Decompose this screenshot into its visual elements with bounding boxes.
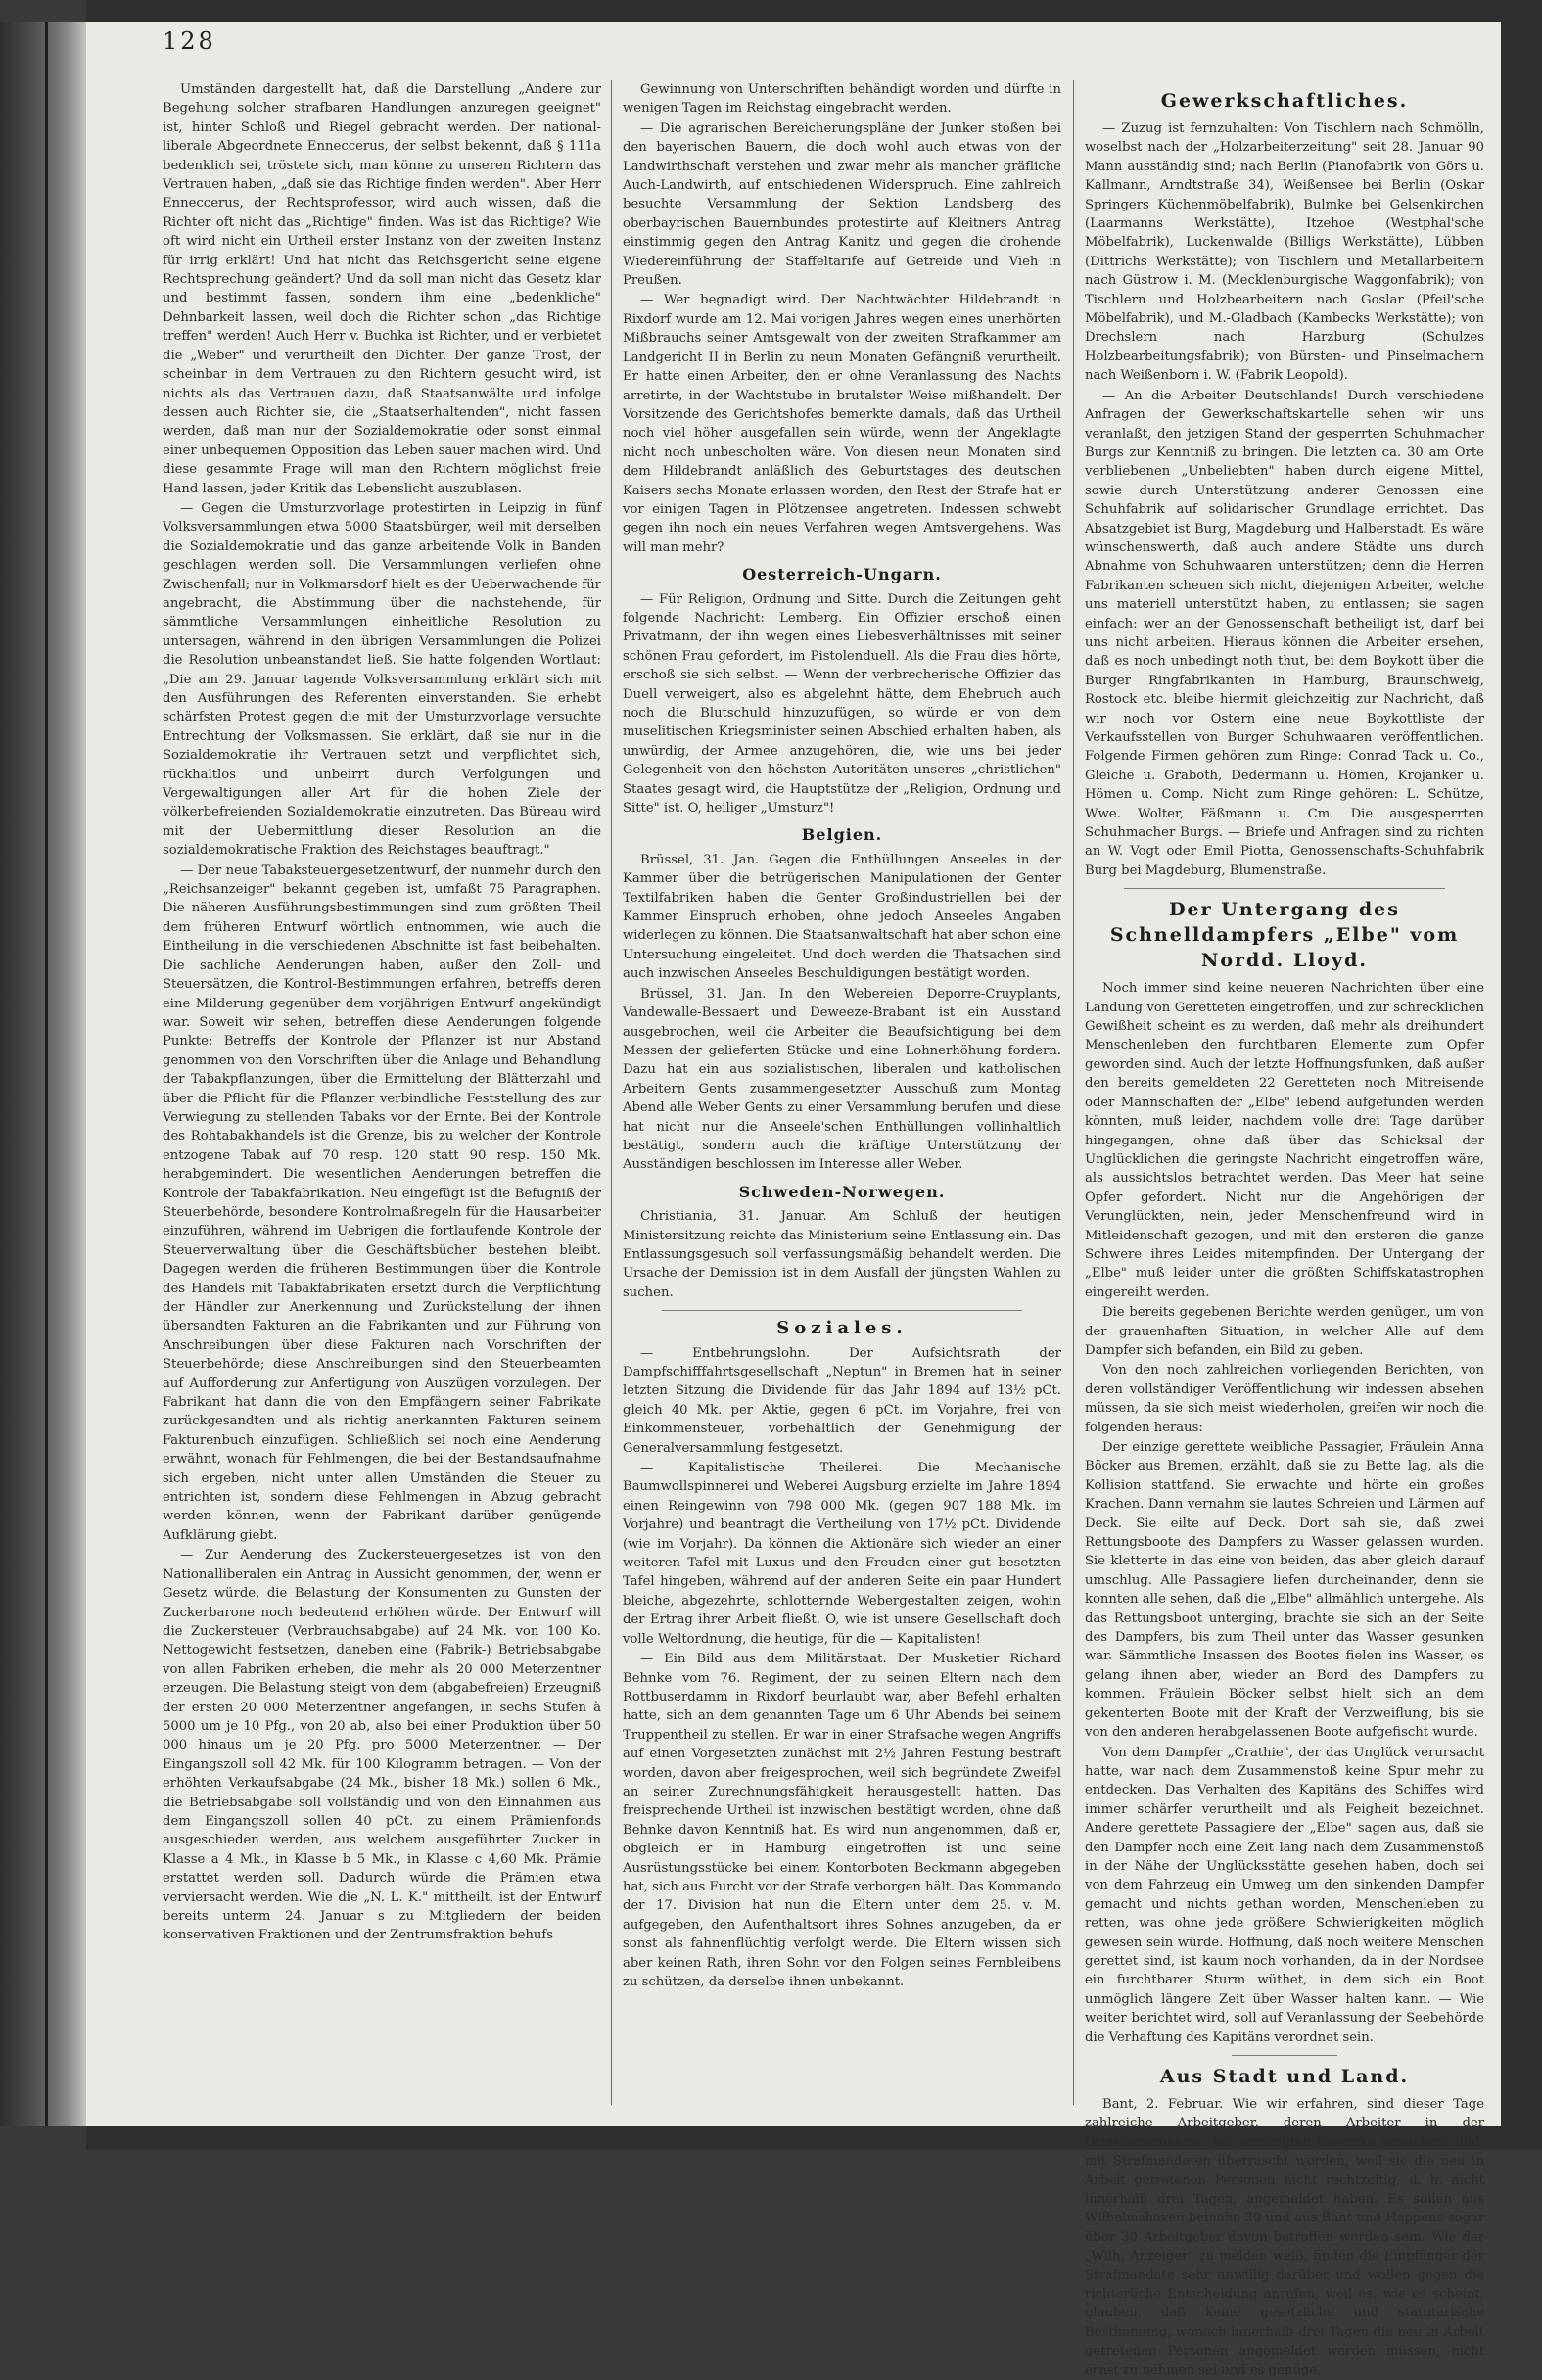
scan-right-edge: [1501, 0, 1542, 2150]
section-divider: [1232, 2055, 1337, 2056]
paragraph: Brüssel, 31. Jan. Gegen die Enthüllungen Anseeles in der Kammer über die betrügerischen Manipulationen der Genter Textilfabriken haben die Genter Großindustriellen bei der Kammer Einspruch erhoben, ohne jedoch Anseeles Angaben widerlegen zu können. Die Staatsanwaltschaft hat aber schon eine Untersuchung eingeleitet. Und doch werden die Thatsachen sind auch inzwischen Anseeles Beschuldigungen bestätigt worden.: [623, 852, 1061, 982]
paragraph: — Kapitalistische Theilerei. Die Mechanische Baumwollspinnerei und Weberei Augsburg erzielte im Jahre 1894 einen Reingewinn von 798 000 Mk. (gegen 907 188 Mk. im Vorjahre) und beantragt die Vertheilung von 17½ pCt. Dividende (wie im Vorjahr). Da können die Aktionäre sich wieder an einer weiteren Tafel mit Luxus und den Freuden einer gut besetzten Tafel hingeben, während auf der anderen Seite ein paar Hundert bleiche, abgezehrte, schlotternde Webergestalten zeigen, wohin der Ertrag ihrer Arbeit fließt. O, wie ist unsere Gesellschaft doch volle Weltordnung, die heutige, für die — Kapitalisten!: [623, 1461, 1061, 1647]
section-heading-sweden: Schweden-Norwegen.: [738, 1182, 946, 1201]
paragraph: Brüssel, 31. Jan. In den Webereien Deporre-Cruyplants, Vandewalle-Bessaert und Deweeze-Brabant ist ein Ausstand ausgebrochen, weil die Arbeiter die Beaufsichtigung bei dem Messen der gelieferten Stücke und eine Lohnerhöhung fordern. Dazu hat ein aus sozialistischen, liberalen und katholischen Arbeitern Gents zusammengesetzter Ausschuß zum Montag Abend alle Weber Gents zu einer Versammlung berufen und diese hat nicht nur die Anseele'schen Enthüllungen vollinhaltlich bestätigt, sondern auch die kräftige Unterstützung der Ausständigen beschlossen im Interesse aller Weber.: [623, 986, 1061, 1173]
newspaper-page: [86, 22, 1501, 2378]
section-divider: [1124, 888, 1445, 889]
paragraph: Die bereits gegebenen Berichte werden genügen, um von der grauenhaften Situation, in welcher Alle auf dem Dampfer sich befanden, ein Bild zu geben.: [1085, 1305, 1484, 1358]
section-heading-unions: Gewerkschaftliches.: [1160, 90, 1409, 112]
paragraph: Bant, 2. Februar. Wie wir erfahren, sind dieser Tage zahlreiche Arbeitgeber, deren Arbeiter in der Ortskrankenkasse der vereinigten Gewerke versichert sind, mit Strafmandaten überrascht worden, weil sie die neu in Arbeit getretenen Personen nicht rechtzeitig, d. h. nicht innerhalb drei Tagen, angemeldet haben. Es sollen aus Wilhelmshaven beinahe 30 und aus Bant und Heppens sogar über 30 Arbeitgeber davon betroffen worden sein. Wie der „Wilh. Anzeiger" zu melden weiß, finden die Empfänger der Strafmandate sehr unwillig darüber und wollen gegen die richterliche Entscheidung anrufen, weil es, wie es scheint, glauben, daß keine gesetzliche und statutarische Bestimmung, wonach innerhalb drei Tagen die neu in Arbeit getretenen Personen angemeldet werden müssen, nicht ernst zu nehmen sei und es genüge,: [1085, 2097, 1484, 2378]
column-2: [623, 80, 1061, 2105]
paragraph: — Gegen die Umsturzvorlage protestirten in Leipzig in fünf Volksversammlungen etwa 5000 Staatsbürger, weil mit derselben die Sozialdemokratie und das ganze arbeitende Volk in Banden geschlagen werden soll. Die Versammlungen verliefen ohne Zwischenfall; nur in Volkmarsdorf hielt es der Ueberwachende für angebracht, die Abstimmung über die nachstehende, für sämmtliche Versammlungen einheitliche Resolution zu untersagen, während in den übrigen Versammlungen die Polizei die Resolution unbeanstandet ließ. Sie hatte folgenden Wortlaut: „Die am 29. Januar tagende Volksversammlung erklärt sich mit den Ausführungen des Referenten einverstanden. Sie erhebt schärfsten Protest gegen die mit der Umsturzvorlage versuchte Entrechtung der Volksmassen. Sie erklärt, daß sie nur in die Sozialdemokratie ihr Vertrauen setzt und verpflichtet sich, rückhaltlos und unbeirrt durch Verfolgungen und Vergewaltigungen aller Art für die hohen Ziele der völkerbefreienden Sozialdemokratie einzutreten. Das Büreau wird mit der Uebermittlung dieser Resolution an die sozialdemokratische Fraktion des Reichstages beauftragt.": [163, 500, 601, 859]
scan-top-edge: [86, 0, 1501, 22]
book-binding: [0, 22, 86, 2126]
paragraph: — Entbehrungslohn. Der Aufsichtsrath der Dampfschifffahrtsgesellschaft „Neptun" in Bremen hat in seiner letzten Sitzung die Dividende für das Jahr 1894 auf 13½ pCt. gleich 40 Mk. per Aktie, gegen 6 pCt. im Vorjahre, frei von Einkommensteuer, vorbehältlich der Genehmigung der Generalversammlung festgesetzt.: [623, 1345, 1061, 1456]
page-number: 128: [163, 27, 216, 55]
paragraph: Umständen dargestellt hat, daß die Darstellung „Andere zur Begehung solcher strafbaren Handlungen anzuregen geeignet" ist, hinter Schloß und Riegel gebracht werden. Der national-liberale Abgeordnete Enneccerus, der selbst bekennt, daß § 111a bedenklich sei, tröstete sich, man könne zu unseren Richtern das Vertrauen haben, „daß sie das Richtige finden werden". Aber Herr Enneccerus, der Rechtsprofessor, wird auch wissen, daß die Richter oft nicht das „Richtige" finden. Was ist das Richtige? Wie oft wird nicht ein Urtheil erster Instanz von der zweiten Instanz für irrig erklärt! Und hat nicht das Reichsgericht seine eigene Rechtsprechung geändert? Und da soll man nicht das Gesetz klar und bestimmt fassen, sondern ihm eine „bedenkliche" Dehnbarkeit lassen, weil doch die Richter schon „das Richtige treffen" werden! Auch Herr v. Buchka ist Richter, und er verbietet die „Weber" und verurtheilt den Dichter. Der ganze Trost, der scheinbar in dem Vertrauen zu den Richtern gesucht wird, ist nichts als das Vertrauen dazu, daß Staatsanwälte und infolge dessen auch Richter sie, die „Staatserhaltenden", nicht fassen werden, daß man nur der Sozialdemokratie oder sonst einmal einer unbequemen Opposition das Leben sauer machen wird. Und diese gesammte Frage will man den Richtern möglichst freie Hand lassen, jeder Kritik das Lebenslicht auszublasen.: [163, 82, 601, 496]
section-divider: [662, 1310, 1022, 1311]
section-heading-belgium: Belgien.: [801, 825, 883, 845]
paragraph: — Die agrarischen Bereicherungspläne der Junker stoßen bei den bayerischen Bauern, die doch wohl auch etwas von der Landwirthschaft verstehen und zwar mehr als mancher gräfliche Auch-Landwirth, auf entschiedenen Widerspruch. Eine zahlreich besuchte Versammlung der Sektion Landsberg des oberbayrischen Bauernbundes protestirte auf Kleitners Antrag einstimmig gegen den Antrag Kanitz und gegen die drohende Wiedereinführung der Staffeltarife auf Getreide und Vieh in Preußen.: [623, 120, 1061, 289]
paragraph: — Ein Bild aus dem Militärstaat. Der Musketier Richard Behnke vom 76. Regiment, der zu seinen Eltern nach dem Rottbuserdamm in Rixdorf beurlaubt war, aber Befehl erhalten hatte, sich an dem genannten Tage um 6 Uhr Abends bei seinem Truppentheil zu stellen. Er war in einer Strafsache wegen Angriffs auf einen Vorgesetzten zunächst mit 2½ Jahren Festung bestraft worden, davon aber freigesprochen, weil sich begründete Zweifel an seiner Zurechnungsfähigkeit herausgestellt hatten. Das freisprechende Urtheil ist inzwischen bestätigt worden, ohne daß Behnke davon Kenntniß hat. Es wird nun angenommen, daß er, obgleich er in Hamburg eingetroffen ist und seine Ausrüstungsstücke bei einem Kontorboten Beckmann abgegeben hat, sich aus Furcht vor der Strafe verborgen hält. Das Kommando der 17. Division hat nun die Eltern unter dem 25. v. M. aufgegeben, den Aufenthaltsort ihres Sohnes anzugeben, da er sonst als fahnenflüchtig verfolgt werde. Die Eltern wissen sich aber keinen Rath, ihren Sohn vor den Folgen seines Fernbleibens zu schützen, da derselbe ihnen unbekannt.: [623, 1652, 1061, 1989]
paragraph: — An die Arbeiter Deutschlands! Durch verschiedene Anfragen der Gewerkschaftskartelle sehen wir uns veranlaßt, den jetzigen Stand der gesperrten Schuhmacher Burgs zur Kenntniß zu bringen. Die letzten ca. 30 am Orte verbliebenen „Unbeliebten" haben durch eigene Mittel, sowie durch Unterstützung anderer Genossen eine Schuhfabrik auf solidarischer Grundlage errichtet. Das Absatzgebiet ist Burg, Magdeburg und Halberstadt. Es wäre wünschenswerth, daß auch andere Städte uns durch Abnahme von Schuhwaaren unterstützen; denn die Herren Fabrikanten scheuen sich nicht, diejenigen Arbeiter, welche uns materiell unterstützt haben, zu entlassen; sie sagen einfach: wer an der Genossenschaft betheiligt ist, darf bei uns nicht arbeiten. Hieraus können die Arbeiter ersehen, daß es noch unbedingt noth thut, bei dem Boykott über die Burger Ringfabrikanten in Hamburg, Braunschweig, Rostock etc. bleibe hiermit gleichzeitig zur Nachricht, daß wir noch vor Ostern eine neue Boykottliste der Verkaufsstellen von Burger Schuhwaaren veröffentlichen. Folgende Firmen gehören zum Ringe: Conrad Tack u. Co., Gleiche u. Graboth, Dedermann u. Hömen, Krojanker u. Hömen u. Comp. Nicht zum Ringe gehören: L. Schütze, Wwe. Wolter, Fäßmann u. Cm. Die ausgesperrten Schuhmacher Burgs. — Briefe und Anfragen sind zu richten an W. Vogt oder Emil Piotta, Genossenschafts-Schuhfabrik Burg bei Magdeburg, Blumenstraße.: [1085, 388, 1484, 878]
section-heading-local: Aus Stadt und Land.: [1159, 2066, 1410, 2087]
paragraph: Der einzige gerettete weibliche Passagier, Fräulein Anna Böcker aus Bremen, erzählt, daß sie zu Bette lag, als die Kollision stattfand. Sie erwachte und hörte ein großes Krachen. Dann vernahm sie lautes Schreien und Lärmen auf Deck. Sie eilte auf Deck. Dort sah sie, daß zwei Rettungsboote des Dampfers zu Wasser gelassen wurden. Sie kletterte in das eine von beiden, das aber gleich darauf umschlug. Alle Passagiere liefen durcheinander, denn sie konnten alle sehen, daß die „Elbe" allmählich untergehe. Als das Rettungsboot unterging, brachte sie sich an der Seite des Dampfers, bis zum Theil unter das Wasser gesunken war. Sämmtliche Insassen des Bootes fielen ins Wasser, es gelang ihnen aber, wieder an Bord des Dampfers zu kommen. Fräulein Böcker selbst hielt sich an dem gekenterten Boote mit der Kraft der Verzweiflung, bis sie von den anderen herabgelassenen Boote aufgefischt wurde.: [1085, 1440, 1484, 1741]
paragraph: Christiania, 31. Januar. Am Schluß der heutigen Ministersitzung reichte das Ministerium seine Entlassung ein. Das Entlassungsgesuch soll verfassungsmäßig behandelt werden. Die Ursache der Demission ist in dem Ausfall der jüngsten Wahlen zu suchen.: [623, 1209, 1061, 1300]
column-3: [1085, 80, 1484, 2378]
paragraph: — Für Religion, Ordnung und Sitte. Durch die Zeitungen geht folgende Nachricht: Lemberg. Ein Offizier erschoß einen Privatmann, der ihn wegen eines Liebesverhältnisses mit seiner schönen Frau gefordert, im Pistolenduell. Als die Frau dies hörte, erschoß sie sich selbst. — Wenn der verbrecherische Offizier das Duell verweigert, also es abgelehnt hätte, dem Ehebruch auch noch die Blutschuld hinzuzufügen, so würde er von dem muselitischen Kriegsminister seinen Abschied erhalten haben, als unwürdig, der Armee anzugehören, die, wie uns bei jeder Gelegenheit von den höchsten Autoritäten unseres „christlichen" Staates gesagt wird, die Hauptstütze der „Religion, Ordnung und Sitte" ist. O, heiliger „Umsturz"!: [623, 591, 1061, 817]
column-1: [163, 80, 601, 2105]
paragraph: Von den noch zahlreichen vorliegenden Berichten, von deren vollständiger Veröffentlichung wir indessen absehen müssen, da sie sich meist wiederholen, greifen wir noch die folgenden heraus:: [1085, 1363, 1484, 1435]
paragraph: Noch immer sind keine neueren Nachrichten über eine Landung von Geretteten eingetroffen, und zur schrecklichen Gewißheit scheint es zu werden, daß mehr als dreihundert Menschenleben den furchtbaren Elemente zum Opfer geworden sind. Auch der letzte Hoffnungsfunken, daß außer den bereits gemeldeten 22 Geretteten noch Mitreisende oder Mannschaften der „Elbe" lebend aufgefunden werden könnten, muß leider, nachdem volle drei Tage darüber hingegangen, ohne daß über das Schicksal der Unglücklichen die geringste Nachricht eingetroffen wäre, als aussichtslos betrachtet werden. Das Meer hat seine Opfer gefordert. Nicht nur die Angehörigen der Verunglückten, nein, jeder Menschenfreund wird in Mitleidenschaft gezogen, und mit den ersteren die ganze Schwere ihres Leides mitempfinden. Der Untergang der „Elbe" muß leider unter die größten Schiffskatastrophen eingereiht werden.: [1085, 981, 1484, 1300]
paragraph: — Der neue Tabaksteuergesetzentwurf, der nunmehr durch den „Reichsanzeiger" bekannt gegeben ist, umfaßt 75 Paragraphen. Die näheren Ausführungsbestimmungen sind zum größten Theil dem früheren Entwurf wörtlich entnommen, wie auch die Eintheilung in die verschiedenen Abschnitte ist fast beibehalten. Die sachliche Aenderungen haben, außer den Zoll- und Steuersätzen, die Kontrol-Bestimmungen erfahren, betreffs deren eine Milderung gegenüber dem vorjährigen Entwurf angekündigt war. Soweit wir sehen, betreffen diese Aenderungen folgende Punkte: Betreffs der Kontrole der Pflanzer ist nur Abstand genommen von den Vorschriften über die Anlage und Behandlung der Tabakpflanzungen, über die Ermittelung der Blätterzahl und über die Pflicht für die Pflanzer verbindliche Feststellung des zur Verwiegung zu stellenden Tabaks vor der Ernte. Bei der Kontrole des Rohtabakhandels ist die Grenze, bis zu welcher der Kontrole entzogene Tabak auf 70 resp. 120 statt 90 resp. 150 Mk. herabgemindert. Die wesentlichen Aenderungen betreffen die Kontrole der Tabakfabrikation. Neu eingefügt ist die Befugniß der Steuerbehörde, besondere Kontrolmaßregeln für die Hausarbeiter einzuführen, während im Uebrigen die fortlaufende Kontrole der Steuerverwaltung über die Geschäftsbücher bestehen bleibt. Dagegen werden die früheren Bestimmungen über die Kontrole des Handels mit Tabakfabrikaten ersetzt durch die Verpflichtung der Händler zur Anerkennung und Zurückstellung der ihnen übersandten Fakturen an die Fabrikanten und zur Führung von Anschreibungen über diese Fakturen nach Vorschriften der Steuerbehörde; diese Anschreibungen sind den Steuerbeamten auf Aufforderung zur Anfertigung von Auszügen vorzulegen. Der Fabrikant hat dann die von den Empfängern seiner Fabrikate zurückgesandten und als richtig anerkannten Fakturen seinem Fakturenbuch einzufügen. Schließlich sei noch eine Aenderung erwähnt, wonach für Fehlmengen, die bei der Bestandsaufnahme sich ergeben, nicht unter allen Umständen die Steuer zu entrichten ist, sondern diese Fehlmengen in Abzug gebracht werden können, wenn der Fabrikant darüber genügende Aufklärung giebt.: [163, 863, 601, 1543]
section-heading-social: Soziales.: [776, 1318, 908, 1339]
paragraph: — Zur Aenderung des Zuckersteuergesetzes ist von den Nationalliberalen ein Antrag in Aussicht genommen, der, wenn er Gesetz würde, die Belastung der Konsumenten zu Gunsten der Zuckerbarone noch bedeutend erhöhen würde. Der Entwurf will die Zuckersteuer (Verbrauchsabgabe) auf 24 Mk. von 100 Ko. Nettogewicht festsetzen, daneben eine (Fabrik-) Betriebsabgabe von allen Fabriken erheben, die mehr als 20 000 Meterzentner erzeugen. Die Belastung steigt von dem (abgabefreien) Erzeugniß der ersten 20 000 Meterzentner angefangen, in sechs Stufen à 5000 um je 10 Pfg., von 20 ab, also bei einer Produktion über 50 000 hinaus um je 20 Pfg. pro 5000 Meterzentner. — Der Eingangszoll soll 42 Mk. für 100 Kilogramm betragen. — Von der erhöhten Verkaufsabgabe (24 Mk., bisher 18 Mk.) sollen 6 Mk., die Betriebsabgabe soll vollständig und von den Einnahmen aus dem Eingangszoll sollen 40 pCt. zu einem Prämienfonds ausgeschieden werden, aus welchem ausgeführter Zucker in Klasse a 4 Mk., in Klasse b 5 Mk., in Klasse c 4,60 Mk. Prämie erstattet werden soll. Dadurch würde die Prämien etwa verviersacht werden. Wie die „N. L. K." mittheilt, ist der Entwurf bereits unterm 24. Januar s zu Mitgliedern der beiden konservativen Fraktionen und der Zentrumsfraktion behufs: [163, 1548, 601, 1943]
column-rule-1: [611, 80, 612, 2105]
paragraph: Von dem Dampfer „Crathie", der das Unglück verursacht hatte, war nach dem Zusammenstoß keine Spur mehr zu entdecken. Das Verhalten des Kapitäns des Schiffes wird immer schärfer verurtheilt und als Feigheit bezeichnet. Andere gerettete Passagiere der „Elbe" sagen aus, daß sie den Dampfer noch eine Zeit lang nach dem Zusammenstoß in der Nähe der Unglücksstätte gesehen haben, doch sei von dem Fahrzeug ein Umweg um den sinkenden Dampfer gemacht und nichts gethan worden, Menschenleben zu retten, was ohne jede größere Schwierigkeiten möglich gewesen sein würde. Hoffnung, daß noch weitere Menschen gerettet sind, ist kaum noch vorhanden, da in der Nordsee ein furchtbarer Sturm wüthet, in dem sich ein Boot unmöglich längere Zeit über Wasser halten kann. — Wie weiter berichtet wird, soll auf Veranlassung der Seebehörde die Verhaftung des Kapitäns verordnet sein.: [1085, 1745, 1484, 2045]
paragraph: — Zuzug ist fernzuhalten: Von Tischlern nach Schmölln, woselbst nach der „Holzarbeiterzeitung" seit 28. Januar 90 Mann ausständig sind; nach Berlin (Pianofabrik von Görs u. Kallmann, Arndtstraße 34), Weißensee bei Berlin (Oskar Springers Küchenmöbelfabrik), Bulmke bei Gelsenkirchen (Laarmanns Werkstätte), Itzehoe (Westphal'sche Möbelfabrik), Luckenwalde (Billigs Werkstätte), Lübben (Dittrichs Werkstätte); von Tischlern und Metallarbeitern nach Güstrow i. M. (Mecklenburgische Waggonfabrik); von Tischlern und Holzbearbeitern nach Goslar (Pfeil'sche Möbelfabrik), und M.-Gladbach (Kambecks Werkstätte); von Drechslern nach Harzburg (Schulzes Holzbearbeitungsfabrik); von Bürsten- und Pinselmachern nach Weißenborn i. W. (Fabrik Leopold).: [1085, 121, 1484, 384]
section-heading-austria: Oesterreich-Ungarn.: [742, 565, 942, 584]
paragraph: Gewinnung von Unterschriften behändigt worden und dürfte in wenigen Tagen im Reichstag eingebracht werden.: [623, 82, 1061, 117]
section-heading-elbe: Der Untergang des Schnelldampfers „Elbe" vom Nordd. Lloyd.: [1109, 899, 1460, 972]
column-rule-2: [1073, 80, 1074, 2105]
paragraph: — Wer begnadigt wird. Der Nachtwächter Hildebrandt in Rixdorf wurde am 12. Mai vorigen Jahres wegen eines unerhörten Mißbrauchs seiner Amtsgewalt von der zweiten Strafkammer am Landgericht II in Berlin zu neun Monaten Gefängniß verurtheilt. Er hatte einen Arbeiter, den er ohne Veranlassung des Nachts arretirte, in der Wachtstube in brutalster Weise mißhandelt. Der Vorsitzende des Gerichtshofes bemerkte damals, daß das Urtheil noch viel höher ausgefallen sein würde, wenn der Angeklagte nicht noch unbescholten wäre. Von diesen neun Monaten sind dem Hildebrandt anläßlich des Geburtstages des deutschen Kaisers sechs Monate erlassen worden, den Rest der Strafe hat er vor einigen Tagen in Plötzensee angetreten. Indessen schwebt gegen ihn noch ein neues Verfahren wegen Amtsvergehens. Was will man mehr?: [623, 293, 1061, 555]
